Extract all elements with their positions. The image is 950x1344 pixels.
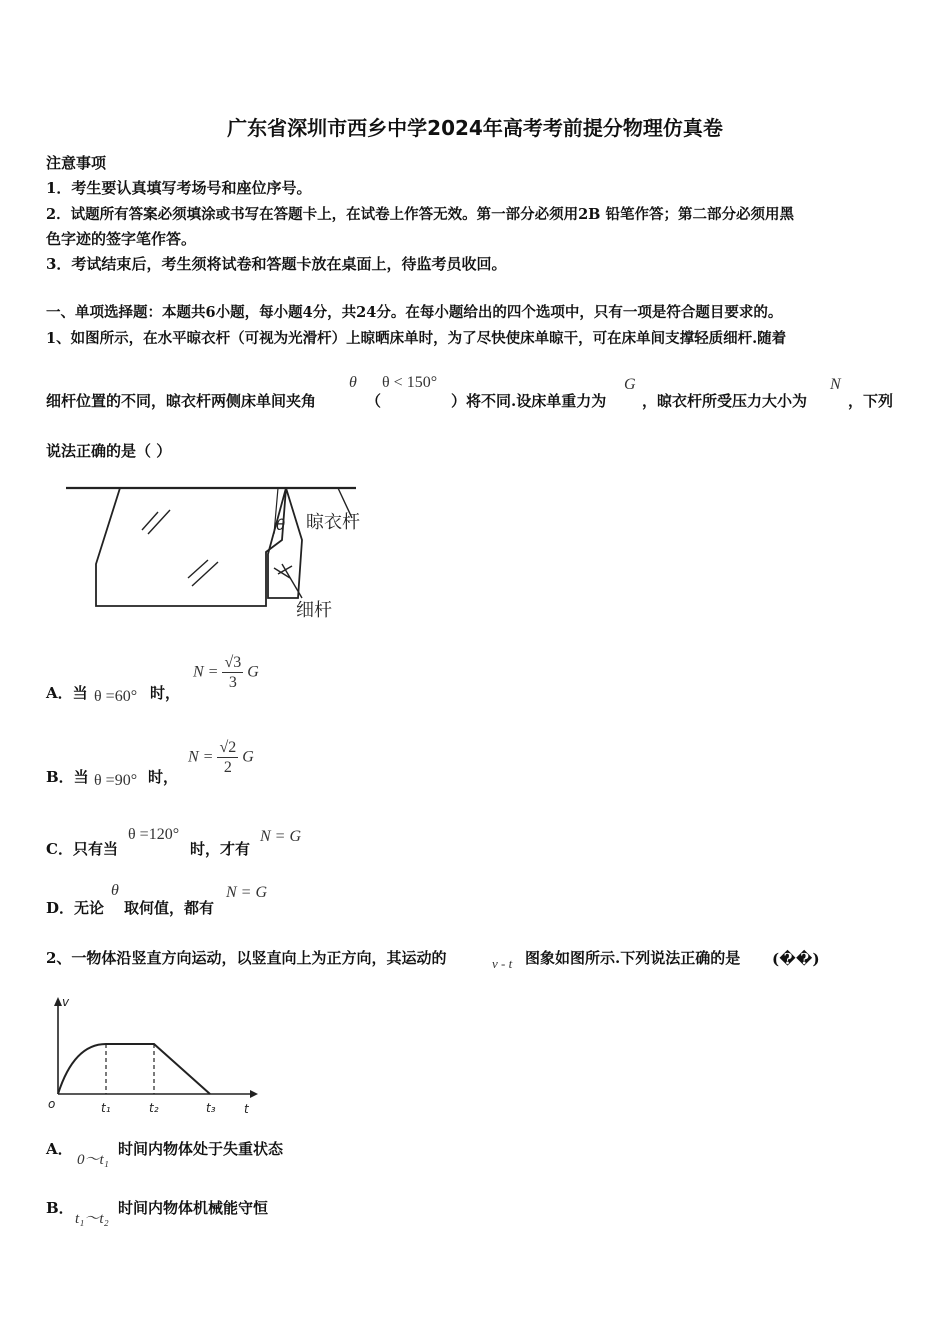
q1-N-symbol: N <box>830 376 841 393</box>
notice-heading: 注意事项 <box>46 154 107 172</box>
rod-label: 晾衣杆 <box>306 512 360 533</box>
q2-option-B-math: t₁～t₂ <box>75 1211 109 1227</box>
q1-G-symbol: G <box>624 376 636 393</box>
q1-option-B-formula <box>188 740 254 776</box>
hatch-mark <box>188 560 208 578</box>
y-axis-arrow <box>54 997 62 1006</box>
x-axis-arrow <box>250 1090 258 1098</box>
hatch-mark <box>142 512 158 530</box>
tick-label-t3: t₃ <box>206 1101 216 1115</box>
q2-stem-a: 2、一物体沿竖直方向运动，以竖直向上为正方向，其运动的 <box>46 949 447 967</box>
theta-label: θ <box>276 516 286 534</box>
tick-label-t2: t₂ <box>149 1101 159 1115</box>
q1-stem-line2-c: ，晾衣杆所受压力大小为 <box>642 392 808 410</box>
stick-label: 细杆 <box>296 600 332 621</box>
formula-fraction <box>217 740 238 776</box>
q1-theta-symbol: θ <box>349 374 357 391</box>
q1-option-D-eq: N = G <box>226 884 268 901</box>
tick-label-t1: t₁ <box>101 1101 111 1115</box>
q1-stem-line2-d: ，下列 <box>848 392 894 410</box>
q1-option-C-prefix: C．只有当 <box>46 840 118 858</box>
q2-option-B-text: 时间内物体机械能守恒 <box>118 1199 269 1217</box>
q1-option-A-formula <box>193 655 259 691</box>
notice-item-3: 3．考试结束后，考生须将试卷和答题卡放在桌面上，待监考员收回。 <box>46 255 507 273</box>
fraction-numerator: √2 <box>219 739 237 756</box>
formula-fraction <box>222 655 243 691</box>
q2-option-A-label: A． <box>46 1140 73 1158</box>
q1-option-B-prefix: B．当 <box>46 768 89 786</box>
q1-option-B-mid: 时， <box>148 768 179 786</box>
q1-option-D-prefix: D．无论 <box>46 899 105 917</box>
fraction-denominator: 3 <box>228 674 237 691</box>
q2-vt-graph <box>40 994 260 1122</box>
x-axis-label: t <box>244 1102 249 1116</box>
q1-stem-line2-b: ）将不同.设床单重力为 <box>451 392 607 410</box>
section-heading: 一、单项选择题：本题共6小题，每小题4分，共24分。在每小题给出的四个选项中，只有一项是符合题目要求的。 <box>46 304 783 321</box>
q1-option-C-cond: θ =120° <box>128 826 180 843</box>
q2-option-A-text: 时间内物体处于失重状态 <box>118 1140 284 1158</box>
q1-option-D-theta: θ <box>111 882 119 899</box>
q2-vt-symbol: v - t <box>492 956 513 971</box>
q2-stem-b: 图象如图所示.下列说法正确的是 <box>525 949 741 967</box>
notice-item-2a: 2．试题所有答案必须填涂或书写在答题卡上，在试卷上作答无效。第一部分必须用2B 铅笔作答；第二部分必须用黑 <box>46 206 794 223</box>
q1-figure-bedsheet <box>60 474 390 624</box>
q1-option-D-mid: 取何值，都有 <box>124 899 215 917</box>
sheet-left-side <box>96 488 286 606</box>
page-title: 广东省深圳市西乡中学2024年高考考前提分物理仿真卷 <box>227 116 723 140</box>
formula-lhs: N = <box>193 663 219 681</box>
q1-stem-line3: 说法正确的是（ ） <box>46 442 172 460</box>
q1-option-A-prefix: A．当 <box>46 684 88 702</box>
q1-option-A-cond: θ =60° <box>94 688 138 705</box>
q1-option-C-mid: 时，才有 <box>190 840 251 858</box>
q1-stem-line2-a: 细杆位置的不同，晾衣杆两侧床单间夹角 <box>46 392 317 410</box>
notice-item-1: 1．考生要认真填写考场号和座位序号。 <box>46 179 312 197</box>
hatch-mark <box>192 562 218 586</box>
q1-stem-line1: 1、如图所示，在水平晾衣杆（可视为光滑杆）上晾晒床单时，为了尽快使床单晾干，可在床单间支撑轻质细杆.随着 <box>46 330 787 347</box>
formula-rhs: G <box>242 748 254 766</box>
q2-stem-c: (��) <box>772 950 820 968</box>
notice-item-2b: 色字迹的签字笔作答。 <box>46 230 197 248</box>
q2-option-B-label: B． <box>46 1199 74 1217</box>
fraction-numerator: √3 <box>224 654 242 671</box>
velocity-curve <box>58 1044 210 1094</box>
y-axis-label: v <box>62 995 70 1009</box>
q1-option-B-cond: θ =90° <box>94 772 138 789</box>
formula-lhs: N = <box>188 748 214 766</box>
q2-option-A-math: 0～t₁ <box>77 1152 109 1168</box>
fraction-denominator: 2 <box>223 759 232 776</box>
q1-paren-open: （ <box>366 392 382 410</box>
formula-rhs: G <box>247 663 259 681</box>
q1-option-C-eq: N = G <box>260 828 302 845</box>
hatch-mark <box>148 510 170 534</box>
q1-option-A-mid: 时， <box>150 684 181 702</box>
q1-angle-condition: θ < 150° <box>382 374 438 391</box>
origin-label: o <box>48 1097 56 1111</box>
